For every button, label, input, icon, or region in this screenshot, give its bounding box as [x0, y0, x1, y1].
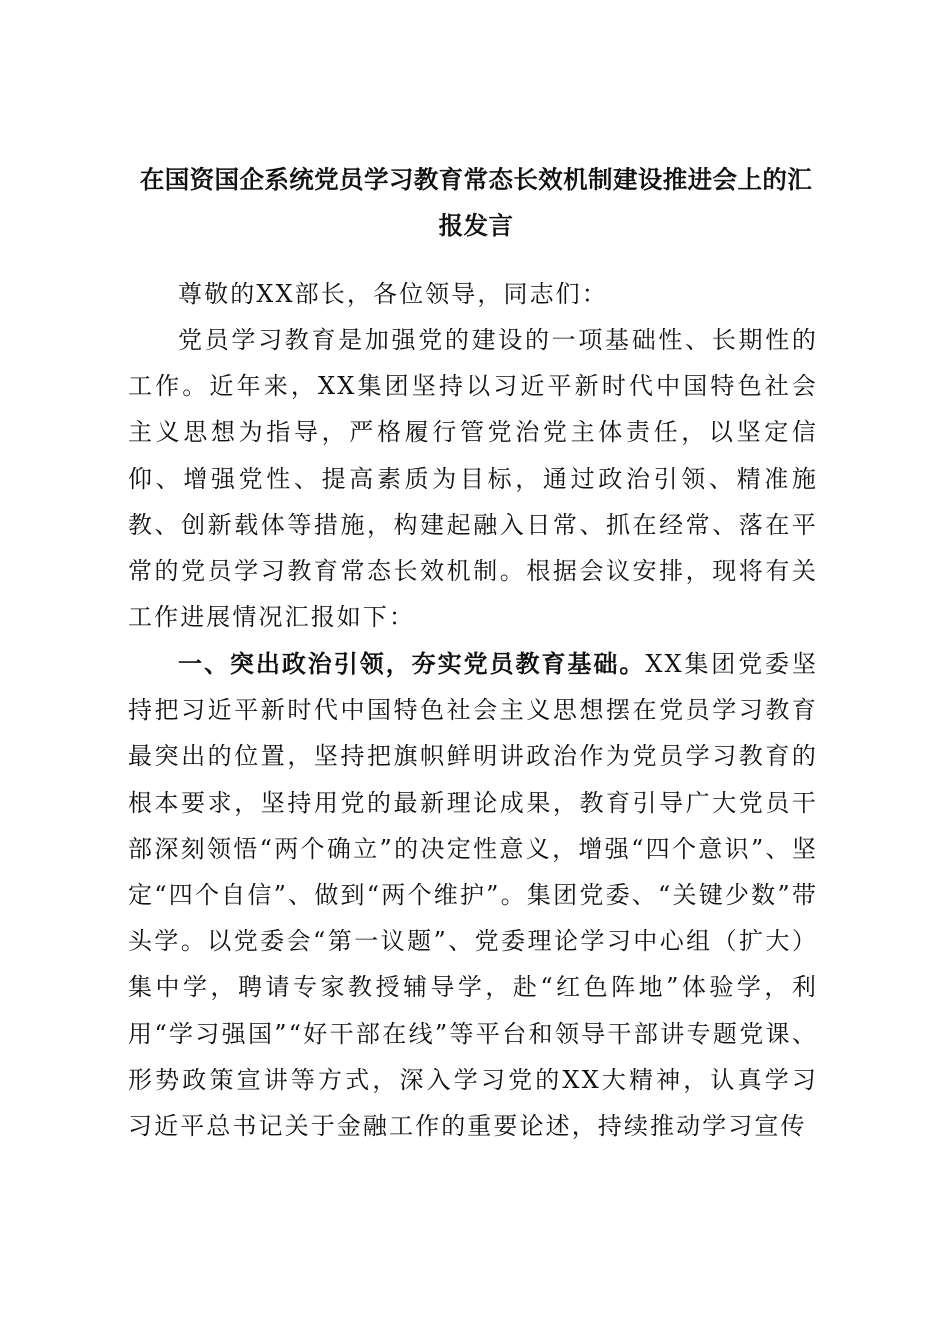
paragraph-section-1: [128, 641, 818, 1149]
section-1-heading: 一、突出政治引领，夯实党员教育基础。: [178, 650, 646, 678]
document-title: 在国资国企系统党员学习教育常态长效机制建设推进会上的汇报发言: [139, 165, 813, 240]
paragraph-intro: 党员学习教育是加强党的建设的一项基础性、长期性的工作。近年来，XX集团坚持以习近平新时代中国特色社会主义思想为指导，严格履行管党治党主体责任，以坚定信仰、增强党性、提高素质为目标，通过政治引领、精准施教、创新载体等措施，构建起融入日常、抓在经常、落在平常的党员学习教育常态长效机制。根据会议安排，现将有关工作进展情况汇报如下：: [128, 326, 818, 632]
salutation: 尊敬的XX部长，各位领导，同志们：: [178, 280, 608, 308]
section-1-body: XX集团党委坚持把习近平新时代中国特色社会主义思想摆在党员学习教育最突出的位置，坚持把旗帜鲜明讲政治作为党员学习教育的根本要求，坚持用党的最新理论成果，教育引导广大党员干部深刻领悟“两个确立”的决定性意义，增强“四个意识”、坚定“四个自信”、做到“两个维护”。集团党委、“关键少数”带头学。以党委会“第一议题”、党委理论学习中心组（扩大）集中学，聘请专家教授辅导学，赴“红色阵地”体验学，利用“学习强国”“好干部在线”等平台和领导干部讲专题党课、形势政策宣讲等方式，深入学习党的XX大精神，认真学习习近平总书记关于金融工作的重要论述，持续推动学习宣传: [128, 650, 818, 1141]
